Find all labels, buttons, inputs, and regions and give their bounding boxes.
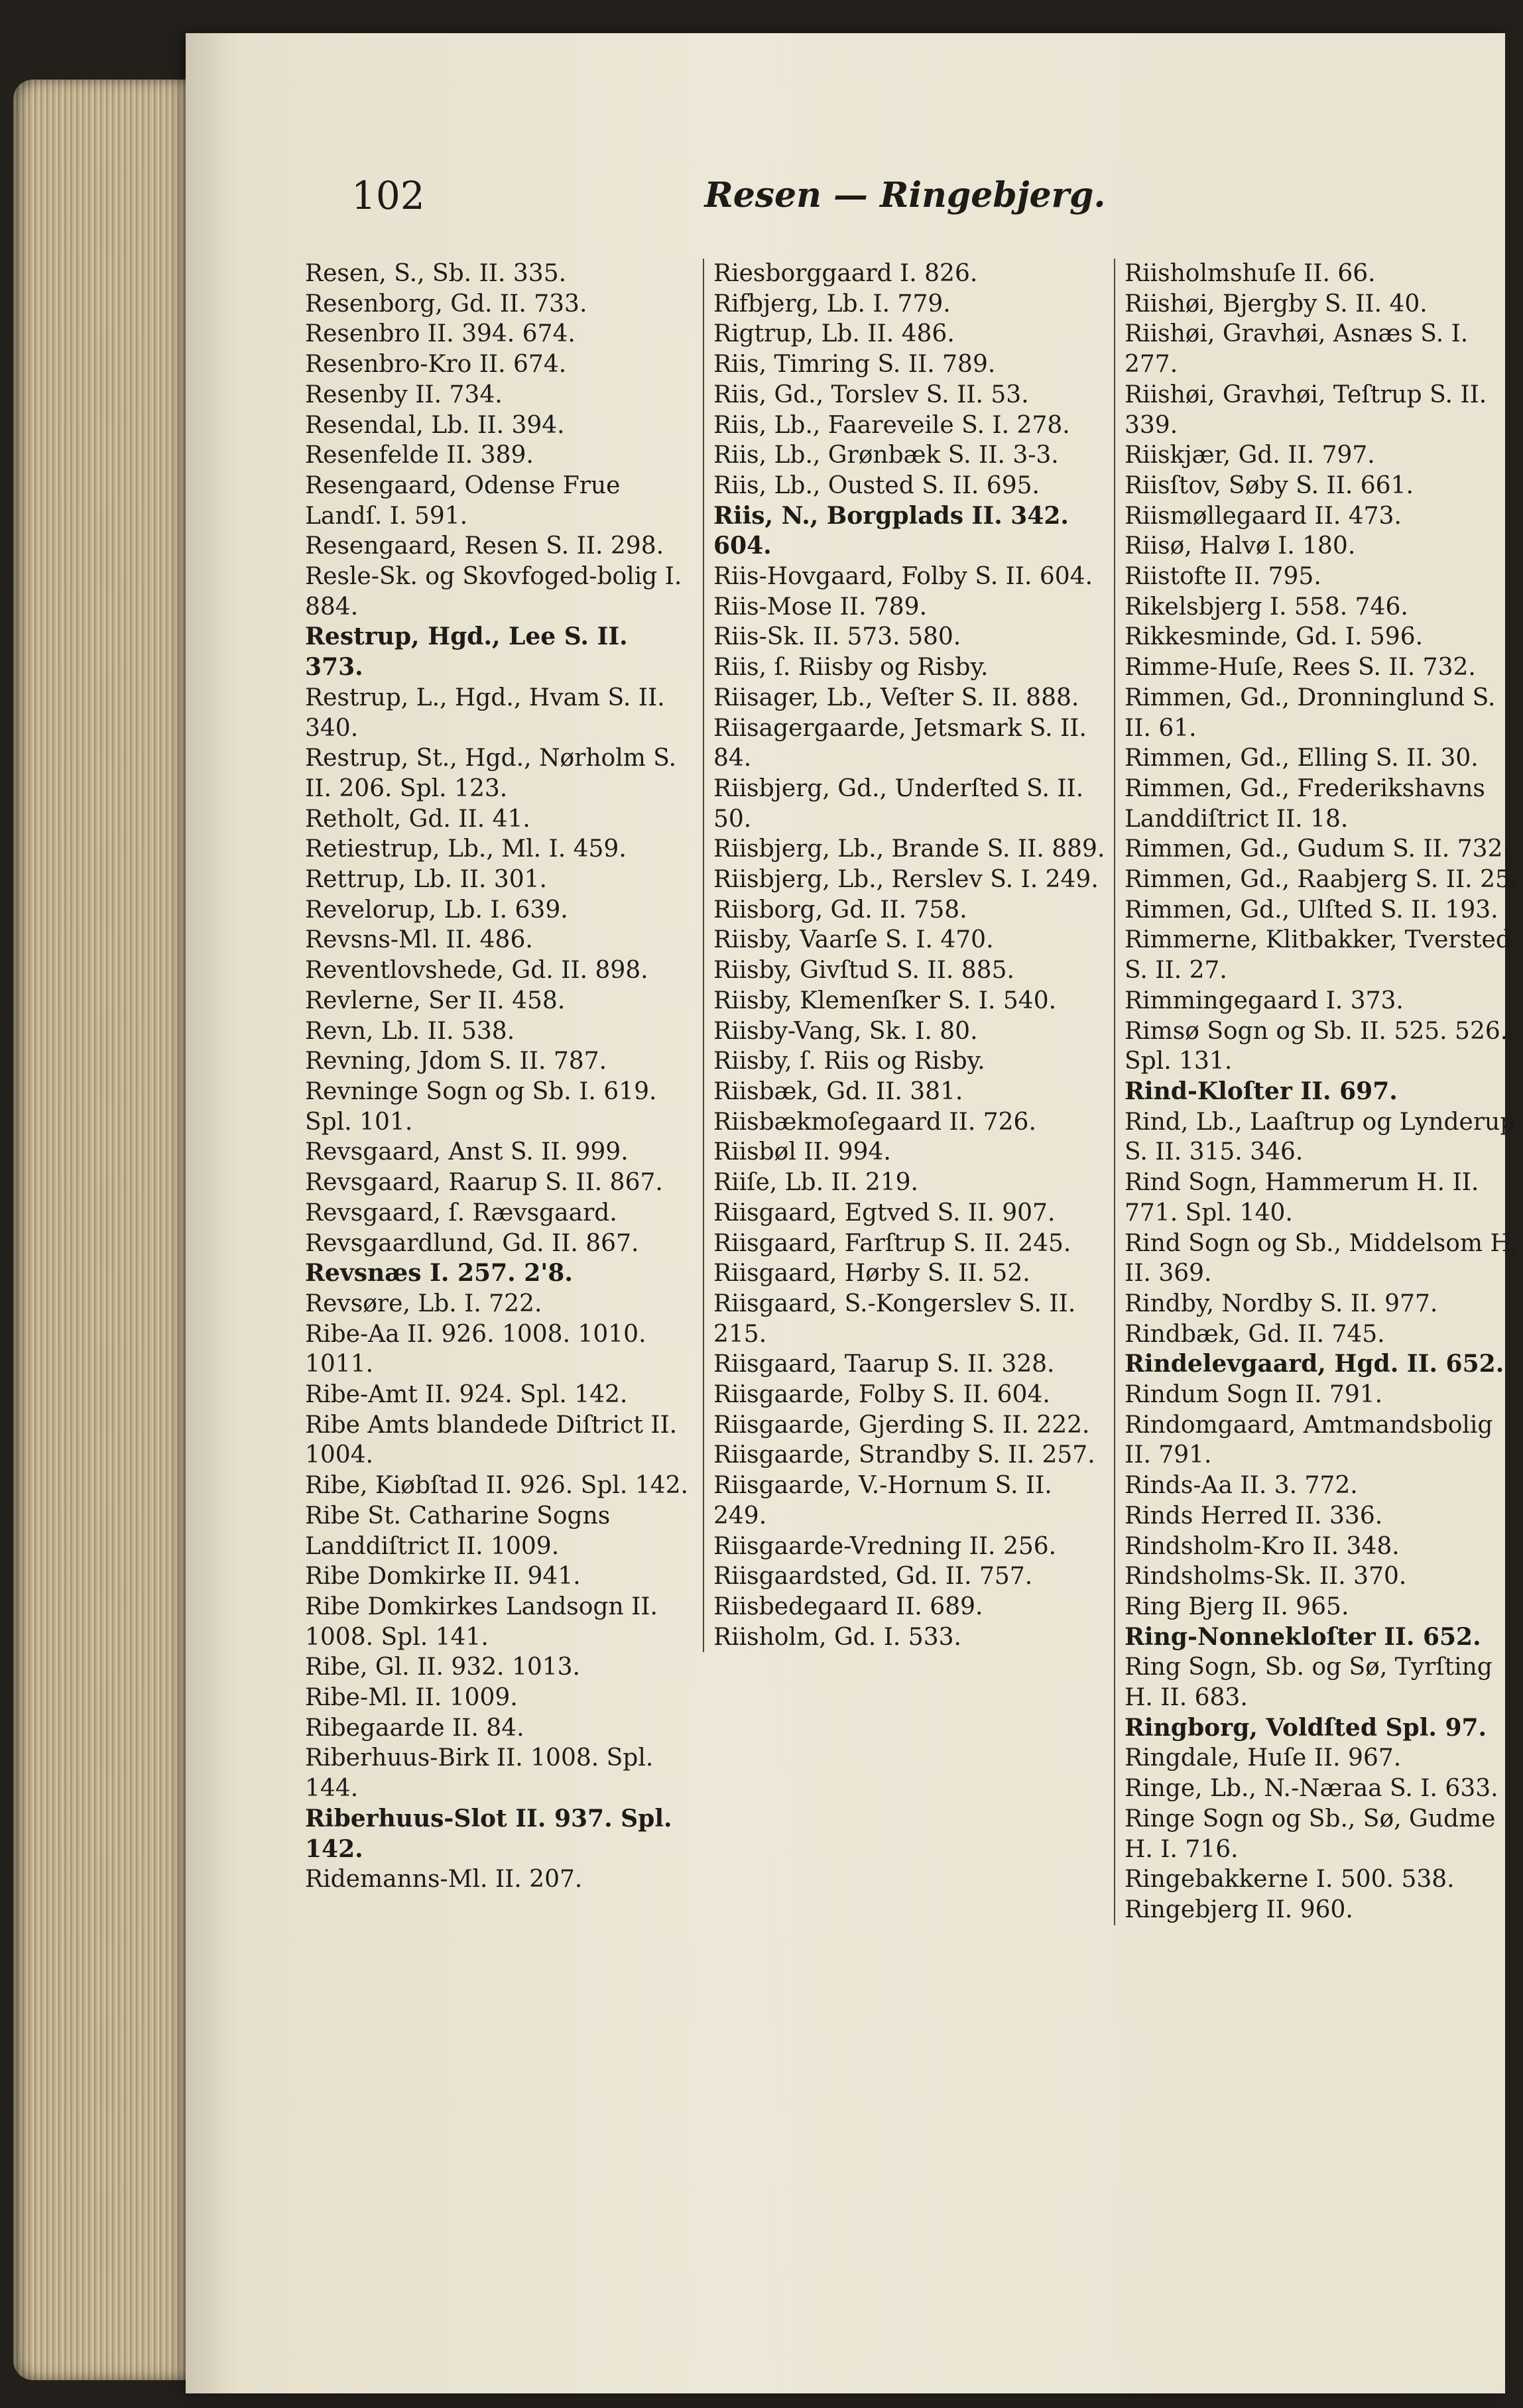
index-entry: Resle-Sk. og Skovfoged-bolig I. 884. (305, 563, 682, 621)
index-entry: Ribe-Ml. II. 1009. (305, 1684, 518, 1712)
index-entry: Retholt, Gd. II. 41. (305, 805, 530, 833)
index-entry: Rindsholms-Sk. II. 370. (1125, 1563, 1407, 1591)
index-entry: Riistofte II. 795. (1125, 563, 1321, 591)
index-entry: Rindum Sogn II. 791. (1125, 1381, 1383, 1409)
index-entry: Ringdale, Huſe II. 967. (1125, 1744, 1402, 1772)
index-entry: Rimmen, Gd., Raabjerg S. II. 25. (1125, 866, 1518, 894)
index-entry: Rimsø Sogn og Sb. II. 525. 526. Spl. 131. (1125, 1017, 1508, 1075)
index-entry: Restrup, L., Hgd., Hvam S. II. 340. (305, 684, 665, 742)
index-entry: Riis-Mose II. 789. (713, 593, 928, 621)
index-entry: Rikelsbjerg I. 558. 746. (1125, 593, 1408, 621)
index-entry: Riisholmshuſe II. 66. (1125, 260, 1376, 287)
index-entry: Resenbro-Kro II. 674. (305, 351, 567, 379)
index-entry: Ringborg, Voldſted Spl. 97. (1125, 1713, 1487, 1742)
index-entry: Revsøre, Lb. I. 722. (305, 1290, 542, 1317)
index-entry: Ribe, Gl. II. 932. 1013. (305, 1654, 581, 1681)
index-entry: Resengaard, Resen S. II. 298. (305, 532, 664, 560)
index-entry: Riisbøl II. 994. (713, 1138, 891, 1166)
index-entry: Reventlovshede, Gd. II. 898. (305, 957, 648, 985)
index-entry: Revning, Jdom S. II. 787. (305, 1048, 607, 1075)
index-entry: Rinds Herred II. 336. (1125, 1502, 1383, 1530)
index-entry: Riisager, Lb., Veſter S. II. 888. (713, 684, 1079, 711)
index-entry: Retiestrup, Lb., Ml. I. 459. (305, 835, 627, 863)
index-entry: Riisbjerg, Gd., Underſted S. II. 50. (713, 774, 1084, 833)
index-entry: Riberhuus-Birk II. 1008. Spl. 144. (305, 1744, 654, 1803)
page-number: 102 (351, 173, 425, 218)
index-entry: Riisgaarde, Strandby S. II. 257. (713, 1441, 1095, 1469)
index-entry: Rimmen, Gd., Dronninglund S. II. 61. (1125, 684, 1496, 742)
index-entry: Ringe, Lb., N.-Næraa S. I. 633. (1125, 1775, 1498, 1803)
index-entry: Riishøi, Gravhøi, Teſtrup S. II. 339. (1125, 381, 1487, 439)
index-entry: Riesborggaard I. 826. (713, 260, 978, 287)
index-entry: Riisbjerg, Lb., Brande S. II. 889. (713, 835, 1105, 863)
index-entry: Riisbedegaard II. 689. (713, 1593, 983, 1620)
index-entry: Revlerne, Ser II. 458. (305, 987, 566, 1014)
index-entry: Resenby II. 734. (305, 381, 503, 408)
index-entry: Riisſtov, Søby S. II. 661. (1125, 471, 1414, 499)
index-entry: Ridemanns-Ml. II. 207. (305, 1866, 583, 1894)
index-entry: Rind Sogn og Sb., Middelsom H. II. 369. (1125, 1229, 1519, 1288)
index-entry: Rimmen, Gd., Ulſted S. II. 193. (1125, 896, 1498, 924)
index-entry: Rindbæk, Gd. II. 745. (1125, 1320, 1385, 1348)
index-entry: Revsnæs I. 257. 2'8. (305, 1259, 573, 1288)
index-entry: Riisgaarde-Vredning II. 256. (713, 1532, 1057, 1560)
index-entry: Rigtrup, Lb. II. 486. (713, 320, 955, 348)
index-entry: Resenbro II. 394. 674. (305, 320, 576, 348)
index-entry: Riisbjerg, Lb., Rerslev S. I. 249. (713, 866, 1099, 894)
index-entry: Riis, Lb., Faarevеile S. I. 278. (713, 411, 1070, 439)
book-page (186, 33, 1519, 2393)
index-entry: Riisby-Vang, Sk. I. 80. (713, 1017, 978, 1045)
index-entry: Riisgaard, Taarup S. II. 328. (713, 1351, 1055, 1378)
index-entry: Rindsholm-Kro II. 348. (1125, 1532, 1400, 1560)
index-entry: Ribe-Aa II. 926. 1008. 1010. 1011. (305, 1320, 646, 1378)
index-entry: Rind, Lb., Laaſtrup og Lynderup S. II. 315. 346. (1125, 1108, 1516, 1166)
index-entry: Riishøi, Bjergby S. II. 40. (1125, 290, 1428, 318)
index-entry: Riis, N., Borgplads II. 342. 604. (713, 501, 1069, 560)
index-entry: Ring-Nonnekloſter II. 652. (1125, 1622, 1481, 1651)
index-entry: Riis, Timring S. II. 789. (713, 351, 996, 379)
index-entry: Restrup, St., Hgd., Nørholm S. II. 206. Spl. 123. (305, 745, 677, 802)
index-entry: Resendal, Lb. II. 394. (305, 411, 565, 439)
index-entry: Riis, Lb., Grønbæk S. II. 3-3. (713, 442, 1059, 469)
index-entry: Rindby, Nordby S. II. 977. (1125, 1290, 1438, 1317)
index-entry: Riisgaard, Hørby S. II. 52. (713, 1260, 1030, 1288)
index-entry: Rifbjerg, Lb. I. 779. (713, 290, 951, 318)
index-entry: Riisby, ſ. Riis og Risby. (713, 1048, 985, 1075)
index-entry: Resen, S., Sb. II. 335. (305, 260, 567, 287)
index-entry: Rimmingegaard I. 373. (1125, 987, 1404, 1014)
index-entry: Ribe Domkirke II. 941. (305, 1563, 581, 1591)
index-entry: Riisby, Vaarſe S. I. 470. (713, 926, 994, 954)
index-entry: Rindelevgaard, Hgd. II. 652. (1125, 1350, 1504, 1378)
index-entry: Riisgaard, S.-Kongerslev S. II. 215. (713, 1290, 1076, 1348)
index-entry: Revsgaard, ſ. Rævsgaard. (305, 1199, 617, 1227)
index-entry: Riisgaard, Egtved S. II. 907. (713, 1199, 1056, 1227)
index-entry: Resenfelde II. 389. (305, 442, 534, 469)
index-entry: Riisby, Klemenſker S. I. 540. (713, 987, 1057, 1014)
index-column-1 (305, 259, 690, 1895)
index-entry: Ringe Sogn og Sb., Sø, Gudme H. I. 716. (1125, 1805, 1496, 1863)
index-entry: Riis-Hovgaard, Folby S. II. 604. (713, 563, 1093, 591)
book-page-edges (13, 80, 199, 2380)
index-entry: Riiskjær, Gd. II. 797. (1125, 442, 1375, 469)
index-entry: Rimmen, Gd., Gudum S. II. 732. (1125, 835, 1510, 863)
index-entry: Riisborg, Gd. II. 758. (713, 896, 967, 924)
index-entry: Riberhuus-Slot II. 937. Spl. 142. (305, 1804, 672, 1863)
index-entry: Ribe-Amt II. 924. Spl. 142. (305, 1381, 628, 1409)
index-entry: Riisby, Givſtud S. II. 885. (713, 957, 1014, 985)
index-entry: Ribe St. Catharine Sogns Landdiſtrict II. 1009. (305, 1502, 611, 1560)
index-entry: Rettrup, Lb. II. 301. (305, 866, 547, 894)
index-entry: Rimmerne, Klitbakker, Tversted S. II. 27. (1125, 926, 1511, 985)
index-entry: Riis-Sk. II. 573. 580. (713, 623, 961, 651)
index-entry: Rindomgaard, Amtmandsbolig II. 791. (1125, 1411, 1493, 1469)
index-entry: Ribegaarde II. 84. (305, 1714, 524, 1742)
index-entry: Riishøi, Gravhøi, Asnæs S. I. 277. (1125, 320, 1469, 379)
index-entry: Riisø, Halvø I. 180. (1125, 532, 1356, 560)
page-header (351, 159, 1260, 232)
index-entry: Riisgaarde, V.-Hornum S. II. 249. (713, 1472, 1052, 1530)
index-entry: Riisbækmoſegaard II. 726. (713, 1108, 1036, 1136)
index-entry: Revsgaardlund, Gd. II. 867. (305, 1229, 639, 1257)
index-entry: Ribe Amts blandede Diſtrict II. 1004. (305, 1411, 678, 1469)
index-entry: Rind-Kloſter II. 697. (1125, 1077, 1398, 1105)
index-entry: Ring Bjerg II. 965. (1125, 1593, 1349, 1620)
index-entry: Ribe Domkirkes Landsogn II. 1008. Spl. 141. (305, 1593, 658, 1651)
index-entry: Revsns-Ml. II. 486. (305, 926, 533, 954)
index-entry: Rimme-Huſe, Rees S. II. 732. (1125, 654, 1476, 682)
index-entry: Riisgaarde, Gjerding S. II. 222. (713, 1411, 1090, 1439)
index-entry: Rimmen, Gd., Frederikshavns Landdiſtrict II. 18. (1125, 774, 1485, 833)
index-column-2 (703, 259, 1111, 1652)
index-entry: Riis, Lb., Ousted S. II. 695. (713, 471, 1040, 499)
index-entry: Riiſe, Lb. II. 219. (713, 1169, 918, 1197)
index-entry: Revn, Lb. II. 538. (305, 1017, 515, 1045)
index-entry: Ringebjerg II. 960. (1125, 1896, 1353, 1923)
index-entry: Riis, ſ. Riisby og Risby. (713, 654, 989, 682)
index-entry: Revsgaard, Anst S. II. 999. (305, 1138, 629, 1166)
index-entry: Ringebakkerne I. 500. 538. (1125, 1866, 1455, 1894)
index-entry: Rikkesminde, Gd. I. 596. (1125, 623, 1424, 651)
index-entry: Riisagergaarde, Jetsmark S. II. 84. (713, 714, 1087, 772)
index-entry: Riisbæk, Gd. II. 381. (713, 1077, 963, 1105)
index-column-3 (1114, 259, 1522, 1925)
index-entry: Riisgaardsted, Gd. II. 757. (713, 1563, 1033, 1591)
index-entry: Riismøllegaard II. 473. (1125, 502, 1402, 530)
index-entry: Riisgaard, Farſtrup S. II. 245. (713, 1229, 1071, 1257)
index-entry: Rind Sogn, Hammerum H. II. 771. Spl. 140. (1125, 1169, 1479, 1227)
index-entry: Revelorup, Lb. I. 639. (305, 896, 568, 924)
index-entry: Riisgaarde, Folby S. II. 604. (713, 1381, 1050, 1409)
index-entry: Ribe, Kiøbſtad II. 926. Spl. 142. (305, 1472, 688, 1500)
index-entry: Revsgaard, Raarup S. II. 867. (305, 1169, 663, 1197)
running-head: Resen — Ringebjerg. (704, 175, 1106, 215)
index-entry: Ring Sogn, Sb. og Sø, Tyrſting H. II. 683. (1125, 1654, 1493, 1712)
index-entry: Riis, Gd., Torslev S. II. 53. (713, 381, 1029, 408)
index-entry: Resenborg, Gd. II. 733. (305, 290, 587, 318)
index-entry: Resengaard, Odense Frue Landſ. I. 591. (305, 471, 621, 530)
index-entry: Riisholm, Gd. I. 533. (713, 1623, 961, 1651)
index-entry: Revninge Sogn og Sb. I. 619. Spl. 101. (305, 1077, 657, 1136)
index-entry: Rinds-Aa II. 3. 772. (1125, 1472, 1358, 1500)
index-entry: Rimmen, Gd., Elling S. II. 30. (1125, 745, 1479, 772)
index-entry: Restrup, Hgd., Lee S. II. 373. (305, 623, 628, 682)
